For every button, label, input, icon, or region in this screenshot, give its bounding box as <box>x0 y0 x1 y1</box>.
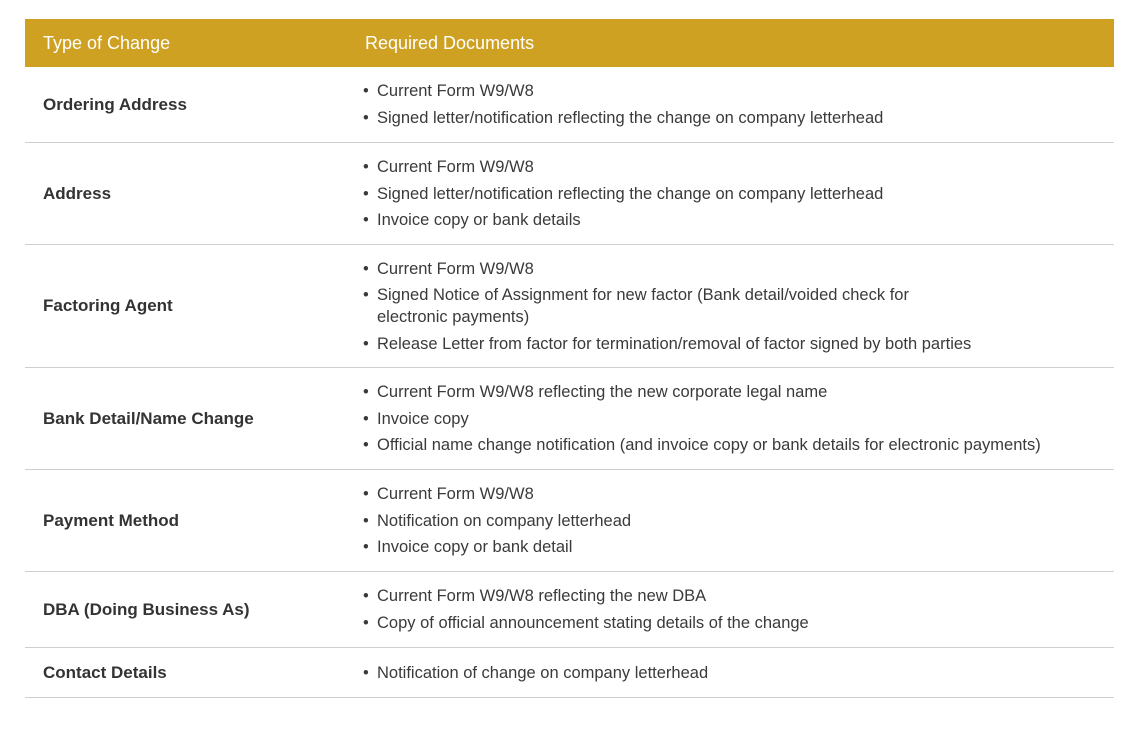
table-row <box>25 470 1114 572</box>
table-row <box>25 245 1114 368</box>
document-item: • Invoice copy <box>363 408 1114 430</box>
document-item: • Release Letter from factor for termination/removal of factor signed by both parties <box>363 333 1114 355</box>
document-item: • Current Form W9/W8 <box>363 483 1114 505</box>
row-documents <box>347 156 1114 231</box>
document-item: • Copy of official announcement stating details of the change <box>363 612 1114 634</box>
document-item: • Signed Notice of Assignment for new factor (Bank detail/voided check for electronic payments) <box>363 284 967 328</box>
document-item: • Invoice copy or bank details <box>363 209 1114 231</box>
row-type-factoring-agent: Factoring Agent <box>43 296 173 315</box>
header-required-documents: Required Documents <box>365 32 535 53</box>
document-item: • Current Form W9/W8 <box>363 80 1114 102</box>
header-type-of-change: Type of Change <box>43 32 171 53</box>
document-item: • Signed letter/notification reflecting the change on company letterhead <box>363 183 1114 205</box>
row-type-ordering-address: Ordering Address <box>43 94 187 114</box>
table-row <box>25 572 1114 648</box>
document-item: • Invoice copy or bank detail <box>363 536 1114 558</box>
row-type-bank-detail-name-change: Bank Detail/Name Change <box>43 408 254 428</box>
document-item: • Signed letter/notification reflecting the change on company letterhead <box>363 107 1114 129</box>
document-item: • Current Form W9/W8 reflecting the new corporate legal name <box>363 381 1114 403</box>
table-row <box>25 648 1114 698</box>
row-type-contact-details: Contact Details <box>43 662 167 682</box>
document-item: • Official name change notification (and invoice copy or bank details for electronic payments) <box>363 434 1114 456</box>
table-row <box>25 368 1114 470</box>
table-row <box>25 143 1114 245</box>
table-row <box>25 67 1114 143</box>
row-documents <box>347 585 1114 634</box>
row-type-dba: DBA (Doing Business As) <box>43 599 250 619</box>
document-item: • Current Form W9/W8 <box>363 156 1114 178</box>
table-header <box>25 19 1114 67</box>
row-documents <box>347 483 1114 558</box>
document-item: • Current Form W9/W8 <box>363 258 1114 280</box>
document-item: • Notification of change on company letterhead <box>363 662 1114 684</box>
row-documents <box>347 381 1114 456</box>
document-item: • Current Form W9/W8 reflecting the new DBA <box>363 585 1114 607</box>
row-type-address: Address <box>43 183 112 203</box>
document-item: • Notification on company letterhead <box>363 510 1114 532</box>
row-documents <box>347 662 1114 684</box>
row-type-payment-method: Payment Method <box>43 510 180 530</box>
row-documents <box>347 258 1114 355</box>
row-documents <box>347 80 1114 129</box>
required-documents-table <box>25 19 1114 698</box>
